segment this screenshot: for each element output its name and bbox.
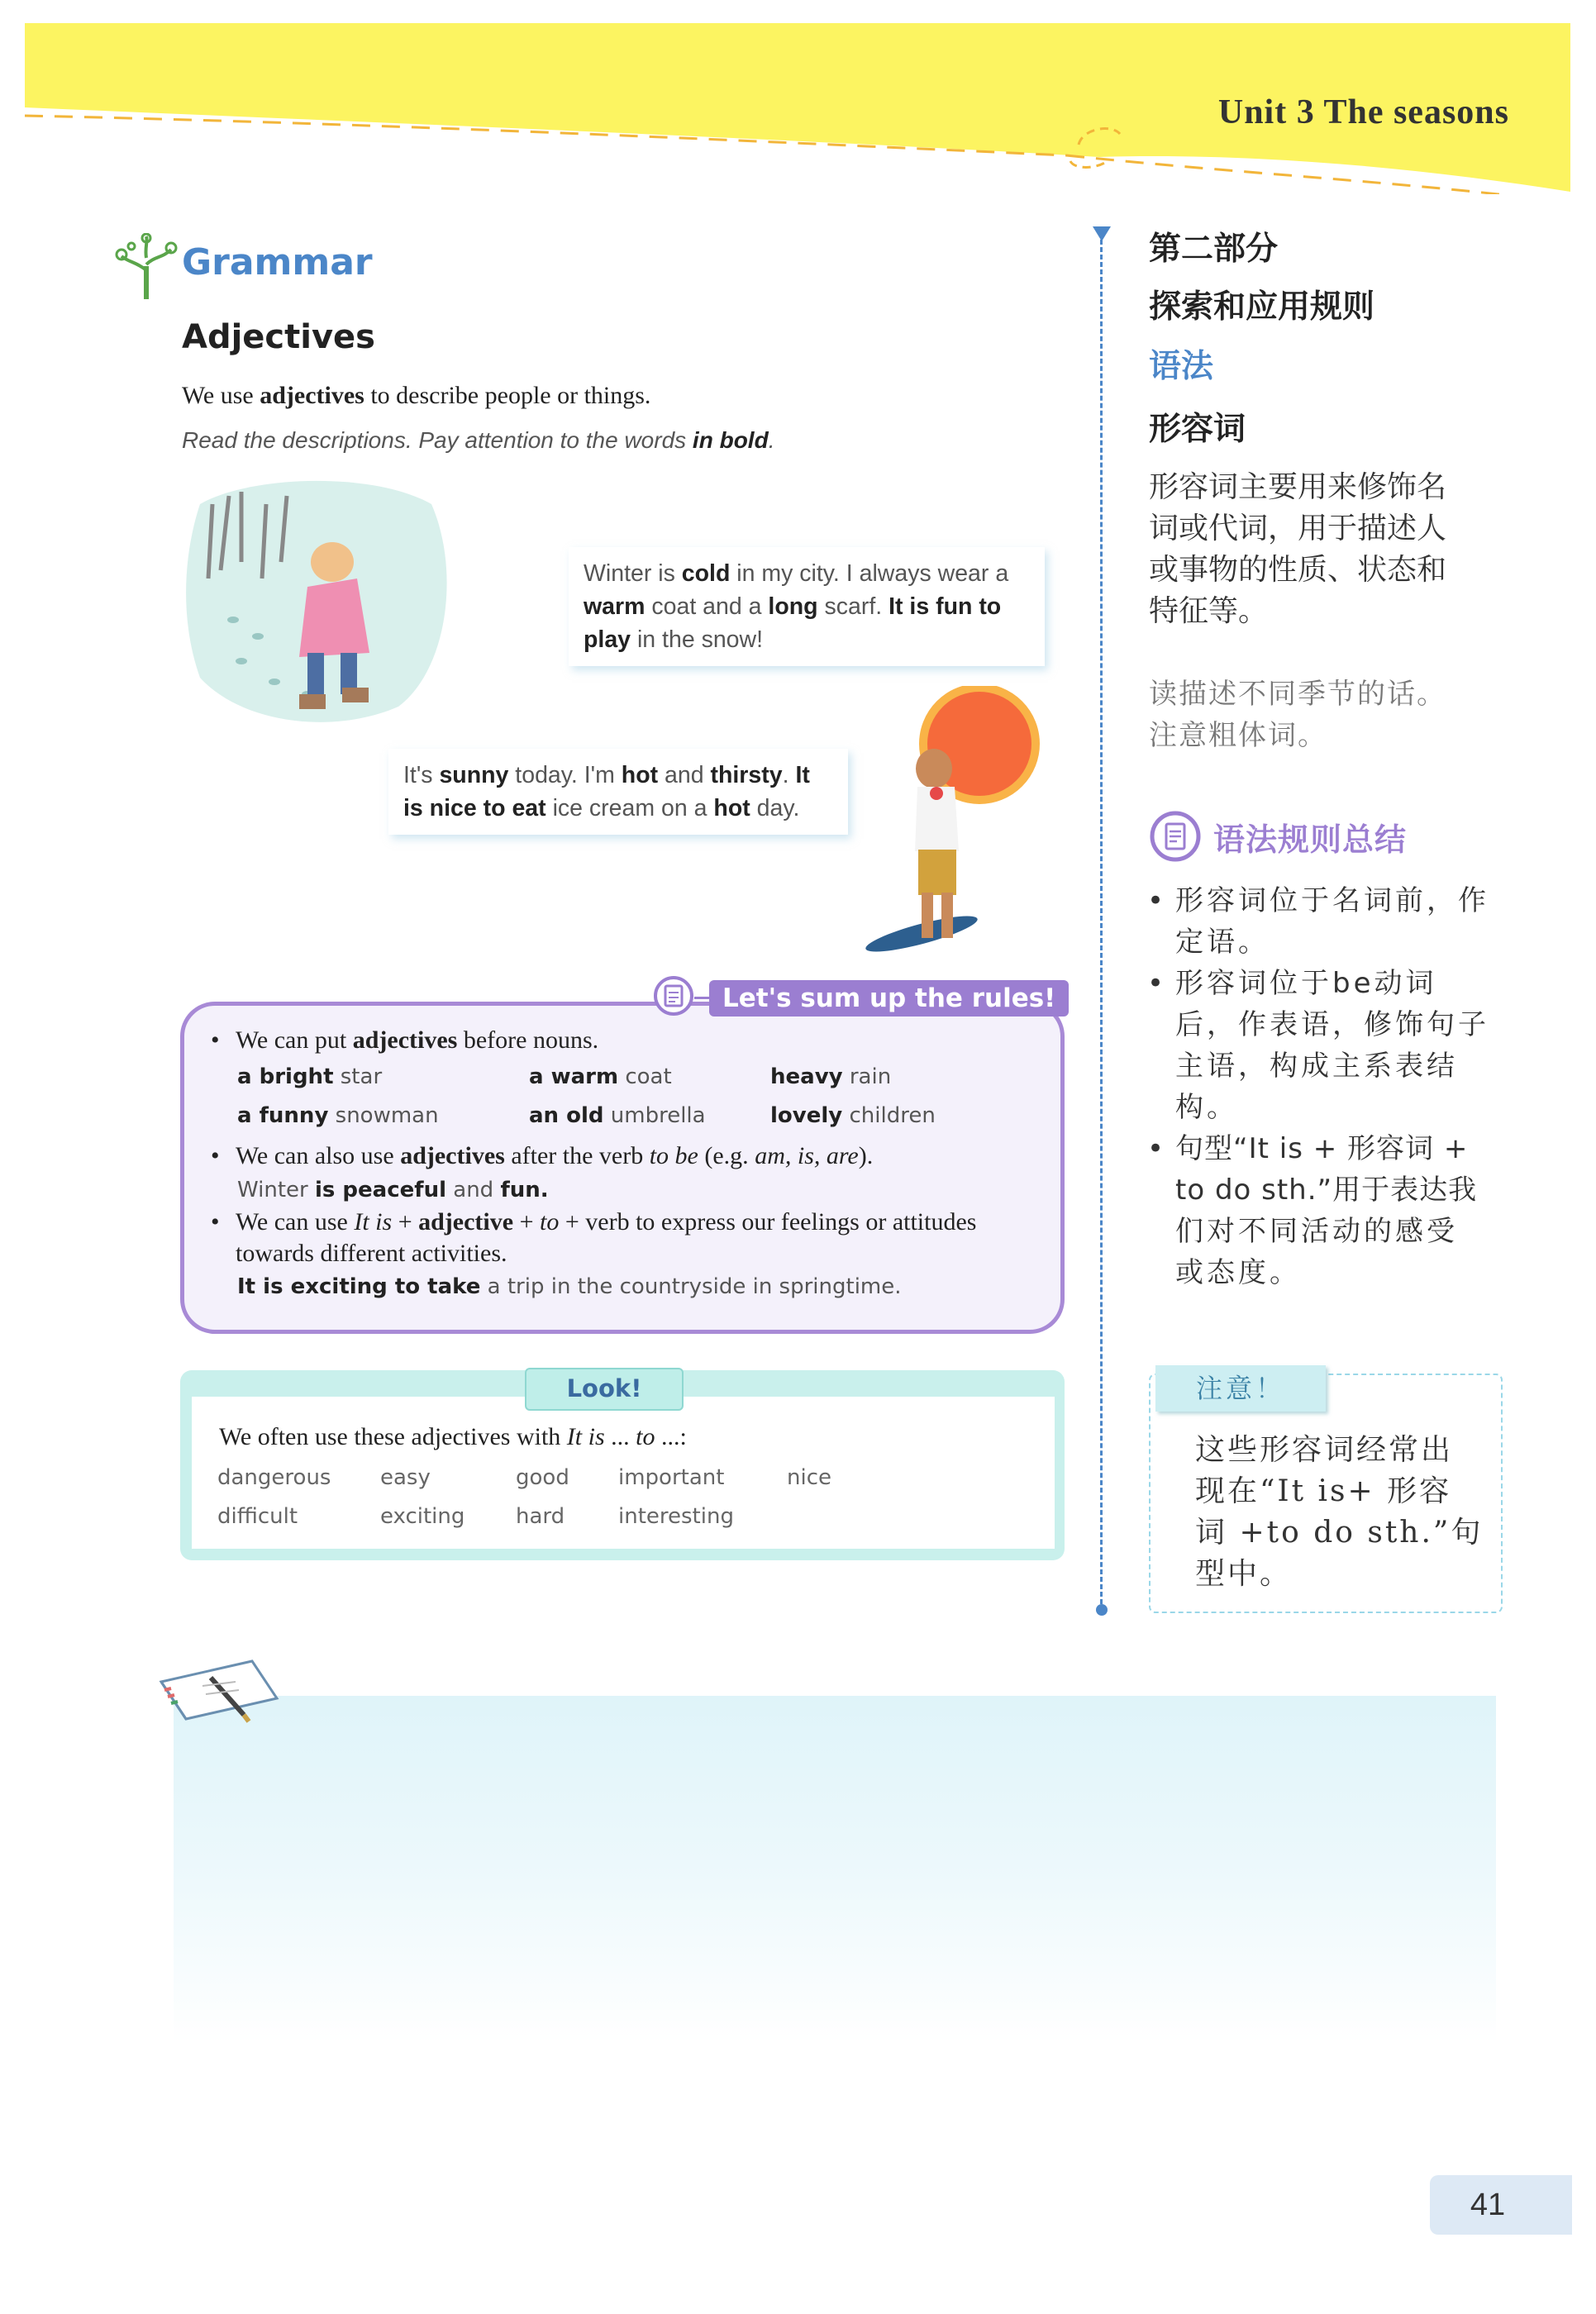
example-phrase: lovely children [770, 1103, 936, 1128]
part-label: 第二部分 [1149, 231, 1279, 268]
cn-rule-line: 句型“It is + 形容词 + [1175, 1132, 1469, 1165]
topic-heading: Adjectives [182, 318, 375, 356]
note-line: 型中。 [1195, 1557, 1293, 1591]
note-text [1195, 1430, 1493, 1595]
bullet: • [211, 1208, 220, 1236]
instruction: Read the descriptions. Pay attention to the words in bold. [182, 427, 775, 453]
example-phrase: an old umbrella [529, 1103, 706, 1128]
rule-3-example: It is exciting to take a trip in the countryside in springtime. [237, 1274, 902, 1299]
bullet: • [1147, 884, 1168, 917]
page-number: 41 [1470, 2188, 1506, 2222]
document-icon [649, 975, 698, 1017]
bubble-text: and [658, 762, 711, 788]
rules-tag: Let's sum up the rules! [709, 980, 1069, 1017]
bubble-text: in my city. I always wear a [730, 560, 1009, 587]
look-intro: We often use these adjectives with It is ... to ...: [219, 1423, 687, 1450]
example-phrase: heavy rain [770, 1064, 892, 1089]
example-phrase: a warm coat [529, 1064, 672, 1089]
winter-illustration [183, 471, 452, 727]
bullet: • [211, 1142, 220, 1169]
bubble-text: today. I'm [508, 762, 622, 788]
note-tag: 注意！ [1155, 1365, 1326, 1412]
cn-rule-line: to do sth.”用于表达我 [1175, 1174, 1478, 1207]
adjective-word: nice [787, 1465, 831, 1490]
grammar-cn-label: 语法 [1149, 348, 1214, 385]
bubble-bold-word: sunny [439, 762, 509, 788]
look-tag: Look! [525, 1368, 684, 1411]
tag-connector [694, 997, 711, 999]
adjective-word: easy [380, 1465, 431, 1490]
column-divider [1100, 240, 1103, 1612]
instruction-cn-line: 读描述不同季节的话。 [1149, 678, 1446, 711]
rule-2: We can also use adjectives after the verb to be (e.g. am, is, are). [236, 1142, 874, 1169]
intro-sentence: We use adjectives to describe people or things. [182, 382, 651, 409]
bubble-text: scarf. [817, 593, 889, 620]
speech-bubble-winter [569, 547, 1045, 666]
section-label-grammar: Grammar [182, 241, 373, 283]
bubble-text: in the snow! [631, 626, 764, 653]
document-icon [1149, 810, 1202, 863]
cn-rule-line: 形容词位于名词前，作 [1175, 884, 1489, 917]
cn-rule-line: 构。 [1175, 1091, 1238, 1124]
part-subtitle: 探索和应用规则 [1149, 288, 1375, 326]
bubble-text: ice cream on a [545, 795, 714, 821]
bubble-bold-word: hot [621, 762, 659, 788]
bubble-bold-word: long [768, 593, 818, 620]
adjective-word: exciting [380, 1504, 465, 1529]
instruction-cn-line: 注意粗体词。 [1149, 719, 1327, 752]
cn-rule-line: 形容词位于be动词 [1175, 967, 1437, 1000]
definition-line: 特征等。 [1149, 594, 1269, 628]
definition-line: 或事物的性质、状态和 [1149, 553, 1447, 587]
bubble-text: . [782, 762, 796, 788]
adjective-word: difficult [217, 1504, 298, 1529]
cn-rule-line: 后，作表语，修饰句子 [1175, 1008, 1489, 1041]
example-phrase: a bright star [237, 1064, 383, 1089]
bubble-bold-word: It is fun to play [584, 593, 1002, 653]
definition-line: 形容词主要用来修饰名 [1149, 470, 1447, 504]
bubble-bold-word: warm [584, 593, 646, 620]
adjective-word: dangerous [217, 1465, 331, 1490]
tree-icon [112, 233, 182, 303]
adjective-word: hard [516, 1504, 565, 1529]
rule-3: We can use It is + adjective + to + verb to express our feelings or attitudes [236, 1208, 977, 1236]
bubble-bold-word: It is nice to eat [403, 762, 810, 821]
bubble-text: day. [750, 795, 800, 821]
notebook-pen-icon [153, 1649, 285, 1731]
bubble-bold-word: hot [713, 795, 750, 821]
bullet: • [211, 1026, 220, 1054]
bullet: • [1147, 967, 1168, 1000]
end-dot-icon [1093, 1602, 1110, 1618]
adjective-word: important [618, 1465, 725, 1490]
bubble-text: It's [403, 762, 440, 788]
rule-2-example: Winter is peaceful and fun. [237, 1178, 549, 1202]
rule-1: We can put adjectives before nouns. [236, 1026, 599, 1054]
adjective-word: good [516, 1465, 569, 1490]
rule-3-continued: towards different activities. [236, 1240, 507, 1267]
note-line: 现在“It is+ 形容 [1195, 1474, 1452, 1508]
adjectives-cn-heading: 形容词 [1149, 411, 1246, 448]
rules-summary-label: 语法规则总结 [1213, 821, 1408, 858]
definition-line: 词或代词，用于描述人 [1149, 512, 1447, 545]
note-line: 这些形容词经常出 [1195, 1433, 1454, 1467]
bubble-bold-word: thirsty [710, 762, 783, 788]
bullet: • [1147, 1132, 1168, 1165]
cn-rule-line: 定语。 [1175, 926, 1270, 959]
speech-bubble-summer [388, 749, 848, 835]
adjective-word: interesting [618, 1504, 734, 1529]
note-line: 词 +to do sth.”句 [1195, 1516, 1484, 1550]
cn-rule-line: 们对不同活动的感受 [1175, 1215, 1458, 1248]
example-phrase: a funny snowman [237, 1103, 439, 1128]
notes-area [174, 1696, 1496, 2043]
summer-illustration [839, 686, 1054, 967]
cn-rule-line: 或态度。 [1175, 1256, 1301, 1289]
unit-title: Unit 3 The seasons [1217, 93, 1509, 131]
bubble-bold-word: cold [681, 560, 731, 587]
bubble-text: Winter is [584, 560, 682, 587]
cn-rule-line: 主语，构成主系表结 [1175, 1050, 1458, 1083]
bubble-text: coat and a [645, 593, 769, 620]
